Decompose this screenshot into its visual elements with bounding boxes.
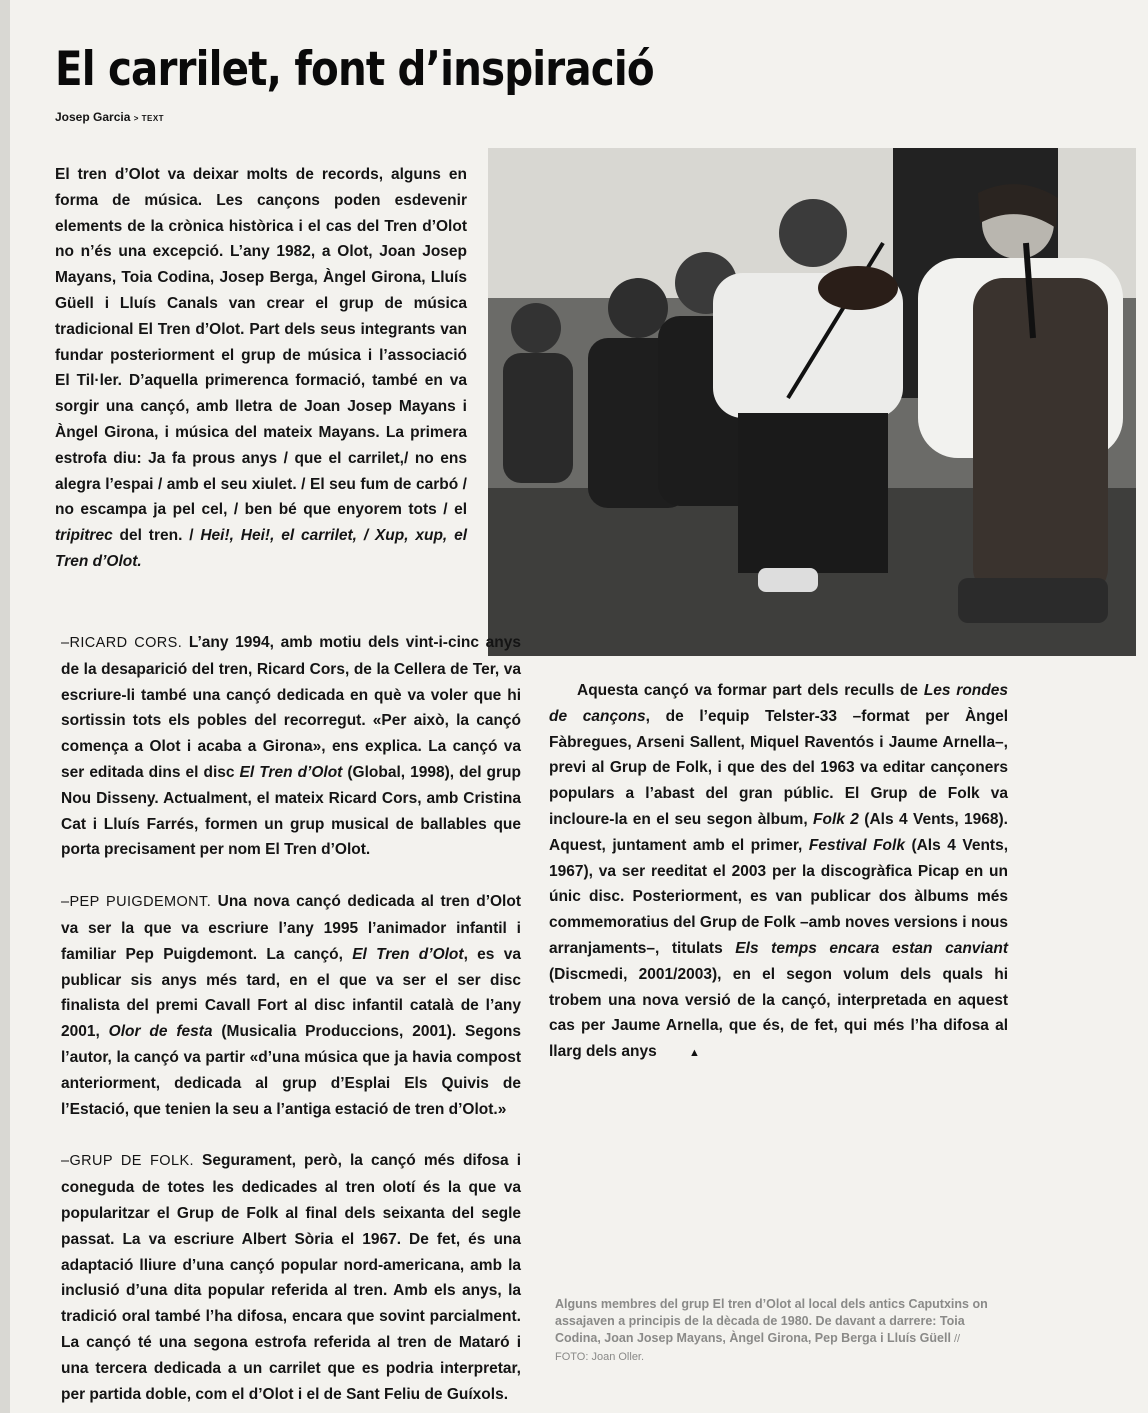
byline bbox=[55, 110, 164, 124]
section-pep-puigdemont: –PEP PUIGDEMONT. Una nova cançó dedicada al tren d’Olot va ser la que va escriure l’any 1995 l’animador infantil i familiar Pep Puigdemont. La cançó, El Tren d’Olot, es va publicar sis anys més tard, en el que va ser el ser disc finalista del premi Cavall Fort al disc infantil català de l’any 2001, Olor de festa (Musicalia Produccions, 2001). Segons l’autor, la cançó va partir «d’una música que ja havia compost anteriorment, dedicada al grup d’Esplai Els Quivis de l’Estació, que tenien la seu a l’antiga estació de tren d’Olot.» bbox=[61, 893, 521, 1118]
intro-column bbox=[55, 162, 467, 575]
author-name: Josep Garcia bbox=[55, 110, 131, 124]
left-column-sections bbox=[61, 630, 521, 1407]
photo-caption: Alguns membres del grup El tren d’Olot al local dels antics Caputxins on assajaven a principis de la dècada de 1980. De davant a darrere: Toia Codina, Joan Josep Mayans, Àngel Girona, Pep Berga i Lluís Güell // FOTO: Joan Oller. bbox=[555, 1297, 988, 1363]
photo-illustration bbox=[488, 148, 1136, 656]
end-mark-icon: ▲ bbox=[689, 1047, 700, 1060]
right-column bbox=[549, 678, 1008, 1065]
intro-paragraph: El tren d’Olot va deixar molts de records, alguns en forma de música. Les cançons poden esdevenir elements de la crònica històrica i el cas del Tren d’Olot no n’és una excepció. L’any 1982, a Olot, Joan Josep Mayans, Toia Codina, Josep Berga, Àngel Girona, Lluís Güell i Lluís Canals van crear el grup de música tradicional El Tren d’Olot. Part dels seus integrants van fundar posteriorment el grup de música i l’associació El Til·ler. D’aquella primerenca formació, també en va sorgir una cançó, amb lletra de Joan Josep Mayans i Àngel Girona, i música del mateix Mayans. La primera estrofa diu: Ja fa prous anys / que el carrilet,/ no ens alegra l’espai / amb el seu xiulet. / El seu fum de carbó / no escampa ja pel cel, / ben bé que enyorem tots / el tripitrec del tren. / Hei!, Hei!, el carrilet, / Xup, xup, el Tren d’Olot. bbox=[55, 166, 467, 570]
section-final: Aquesta cançó va formar part dels reculls de Les rondes de cançons, de l’equip Telster-33 –format per Àngel Fàbregues, Arseni Sallent, Miquel Raventós i Jaume Arnella–, previ al Grup de Folk, i que des del 1963 va editar cançoners populars a l’abast del gran públic. El Grup de Folk va incloure-la en el seu segon àlbum, Folk 2 (Als 4 Vents, 1968). Aquest, juntament amb el primer, Festival Folk (Als 4 Vents, 1967), va ser reeditat el 2003 per la discogràfica Picap en un únic disc. Posteriorment, es van publicar dos àlbums més commemoratius del Grup de Folk –amb noves versions i nous arranjaments–, titulats Els temps encara estan canviant (Discmedi, 2001/2003), en el segon volum dels quals hi trobem una nova versió de la cançó, interpretada en aquest cas per Jaume Arnella, que és, de fet, qui més l’ha difosa al llarg dels anys ▲ bbox=[549, 682, 1009, 1061]
page-edge bbox=[0, 0, 10, 1413]
band-photo bbox=[488, 148, 1136, 656]
article-title: El carrilet, font d’inspiració bbox=[55, 42, 654, 97]
section-ricard-cors: –RICARD CORS. L’any 1994, amb motiu dels vint-i-cinc anys de la desaparició del tren, Ricard Cors, de la Cellera de Ter, va escriure-li també una cançó dedicada en què va voler que hi sortissin tots els pobles del recorregut. «Per això, la cançó comença a Olot i acaba a Girona», ens explica. La cançó va ser editada dins el disc El Tren d’Olot (Global, 1998), del grup Nou Disseny. Actualment, el mateix Ricard Cors, amb Cristina Cat i Lluís Farrés, formen un grup musical de ballables que porta precisament per nom El Tren d’Olot. bbox=[61, 634, 521, 859]
author-role: > TEXT bbox=[133, 114, 165, 123]
section-grup-de-folk: –GRUP DE FOLK. Segurament, però, la cançó més difosa i coneguda de totes les dedicades al tren olotí és la que va popularitzar el Grup de Folk al final dels seixanta del segle passat. La va escriure Albert Sòria el 1967. De fet, és una adaptació lliure d’una cançó popular nord-americana, amb la inclusió d’una dita popular referida al tren. Amb els anys, la tradició oral també l’ha difosa, encara que sovint parcialment. La cançó té una segona estrofa referida al tren de Mataró i una tercera dedicada a un carrilet que es podria interpretar, per partida doble, com el d’Olot i el de Sant Feliu de Guíxols. bbox=[61, 1152, 521, 1403]
